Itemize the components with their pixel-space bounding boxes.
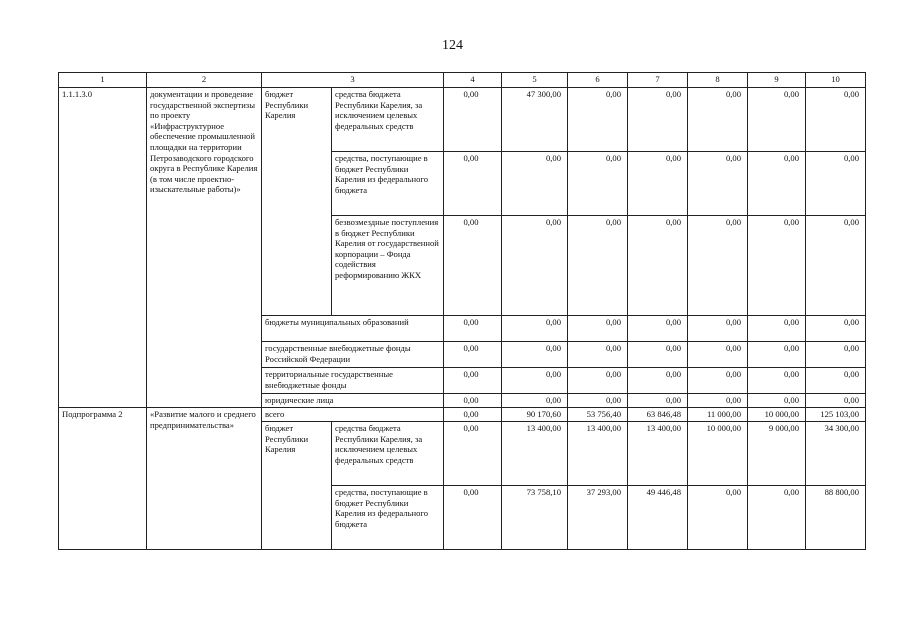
value-cell: 0,00 — [806, 216, 866, 316]
value-cell: 73 758,10 — [502, 486, 568, 550]
value-cell: 47 300,00 — [502, 88, 568, 152]
value-cell: 0,00 — [444, 316, 502, 342]
value-cell: 0,00 — [568, 316, 628, 342]
table-row — [59, 408, 866, 422]
value-cell: 0,00 — [806, 316, 866, 342]
row-code: 1.1.1.3.0 — [59, 88, 147, 408]
value-cell: 0,00 — [444, 216, 502, 316]
value-cell: 0,00 — [502, 216, 568, 316]
value-cell: 11 000,00 — [688, 408, 748, 422]
source-label: средства, поступающие в бюджет Республики Карелия из федерального бюджета — [332, 152, 444, 216]
column-header: 9 — [748, 73, 806, 88]
value-cell: 0,00 — [502, 394, 568, 408]
value-cell: 9 000,00 — [748, 422, 806, 486]
source-group: бюджет Республики Карелия — [262, 422, 332, 550]
column-header: 8 — [688, 73, 748, 88]
source-label: всего — [262, 408, 444, 422]
value-cell: 90 170,60 — [502, 408, 568, 422]
value-cell: 0,00 — [806, 342, 866, 368]
column-header: 10 — [806, 73, 866, 88]
column-header-row — [59, 73, 866, 88]
value-cell: 0,00 — [502, 152, 568, 216]
value-cell: 0,00 — [444, 408, 502, 422]
value-cell: 0,00 — [628, 316, 688, 342]
value-cell: 0,00 — [806, 394, 866, 408]
column-header: 2 — [147, 73, 262, 88]
source-label: бюджеты муниципальных образований — [262, 316, 444, 342]
value-cell: 0,00 — [688, 342, 748, 368]
row-name: «Развитие малого и среднего предпринимательства» — [147, 408, 262, 550]
value-cell: 0,00 — [688, 486, 748, 550]
value-cell: 34 300,00 — [806, 422, 866, 486]
value-cell: 13 400,00 — [502, 422, 568, 486]
budget-table — [58, 72, 866, 550]
value-cell: 0,00 — [568, 152, 628, 216]
source-label: средства бюджета Республики Карелия, за исключением целевых федеральных средств — [332, 88, 444, 152]
value-cell: 0,00 — [502, 342, 568, 368]
source-label: территориальные государственные внебюджетные фонды — [262, 368, 444, 394]
value-cell: 0,00 — [688, 88, 748, 152]
page-number: 124 — [442, 38, 463, 53]
value-cell: 0,00 — [748, 368, 806, 394]
value-cell: 0,00 — [806, 368, 866, 394]
value-cell: 0,00 — [628, 88, 688, 152]
value-cell: 0,00 — [444, 394, 502, 408]
value-cell: 0,00 — [502, 368, 568, 394]
value-cell: 0,00 — [628, 342, 688, 368]
column-header: 6 — [568, 73, 628, 88]
value-cell: 0,00 — [748, 486, 806, 550]
value-cell: 0,00 — [748, 216, 806, 316]
value-cell: 10 000,00 — [688, 422, 748, 486]
value-cell: 0,00 — [568, 216, 628, 316]
value-cell: 0,00 — [568, 368, 628, 394]
value-cell: 88 800,00 — [806, 486, 866, 550]
table-row — [59, 88, 866, 152]
value-cell: 0,00 — [568, 88, 628, 152]
value-cell: 0,00 — [748, 152, 806, 216]
source-label: безвозмездные поступления в бюджет Республики Карелия от государственной корпорации – Фонда содействия реформированию ЖКХ — [332, 216, 444, 316]
value-cell: 37 293,00 — [568, 486, 628, 550]
value-cell: 0,00 — [628, 368, 688, 394]
value-cell: 0,00 — [748, 394, 806, 408]
value-cell: 49 446,48 — [628, 486, 688, 550]
value-cell: 63 846,48 — [628, 408, 688, 422]
value-cell: 0,00 — [444, 486, 502, 550]
value-cell: 0,00 — [444, 368, 502, 394]
source-group: бюджет Республики Карелия — [262, 88, 332, 316]
value-cell: 0,00 — [444, 342, 502, 368]
value-cell: 0,00 — [748, 316, 806, 342]
column-header: 4 — [444, 73, 502, 88]
value-cell: 0,00 — [806, 88, 866, 152]
source-label: государственные внебюджетные фонды Российской Федерации — [262, 342, 444, 368]
source-label: средства, поступающие в бюджет Республики Карелия из федерального бюджета — [332, 486, 444, 550]
value-cell: 0,00 — [688, 368, 748, 394]
value-cell: 0,00 — [444, 422, 502, 486]
value-cell: 10 000,00 — [748, 408, 806, 422]
value-cell: 0,00 — [748, 342, 806, 368]
row-name: документации и проведение государственной экспертизы по проекту «Инфраструктурное обеспечение промышленной площадки на территории Петрозаводского городского округа в Республике Карелия (в том числе проектно-изыскательные работы)» — [147, 88, 262, 408]
value-cell: 0,00 — [688, 394, 748, 408]
column-header: 1 — [59, 73, 147, 88]
value-cell: 53 756,40 — [568, 408, 628, 422]
value-cell: 0,00 — [568, 394, 628, 408]
column-header: 5 — [502, 73, 568, 88]
value-cell: 0,00 — [502, 316, 568, 342]
value-cell: 13 400,00 — [628, 422, 688, 486]
value-cell: 13 400,00 — [568, 422, 628, 486]
column-header: 3 — [262, 73, 444, 88]
value-cell: 125 103,00 — [806, 408, 866, 422]
source-label: юридические лица — [262, 394, 444, 408]
value-cell: 0,00 — [444, 88, 502, 152]
value-cell: 0,00 — [806, 152, 866, 216]
value-cell: 0,00 — [688, 316, 748, 342]
row-code: Подпрограмма 2 — [59, 408, 147, 550]
value-cell: 0,00 — [444, 152, 502, 216]
value-cell: 0,00 — [748, 88, 806, 152]
value-cell: 0,00 — [628, 394, 688, 408]
column-header: 7 — [628, 73, 688, 88]
source-label: средства бюджета Республики Карелия, за исключением целевых федеральных средств — [332, 422, 444, 486]
value-cell: 0,00 — [688, 152, 748, 216]
value-cell: 0,00 — [568, 342, 628, 368]
value-cell: 0,00 — [628, 216, 688, 316]
value-cell: 0,00 — [628, 152, 688, 216]
value-cell: 0,00 — [688, 216, 748, 316]
